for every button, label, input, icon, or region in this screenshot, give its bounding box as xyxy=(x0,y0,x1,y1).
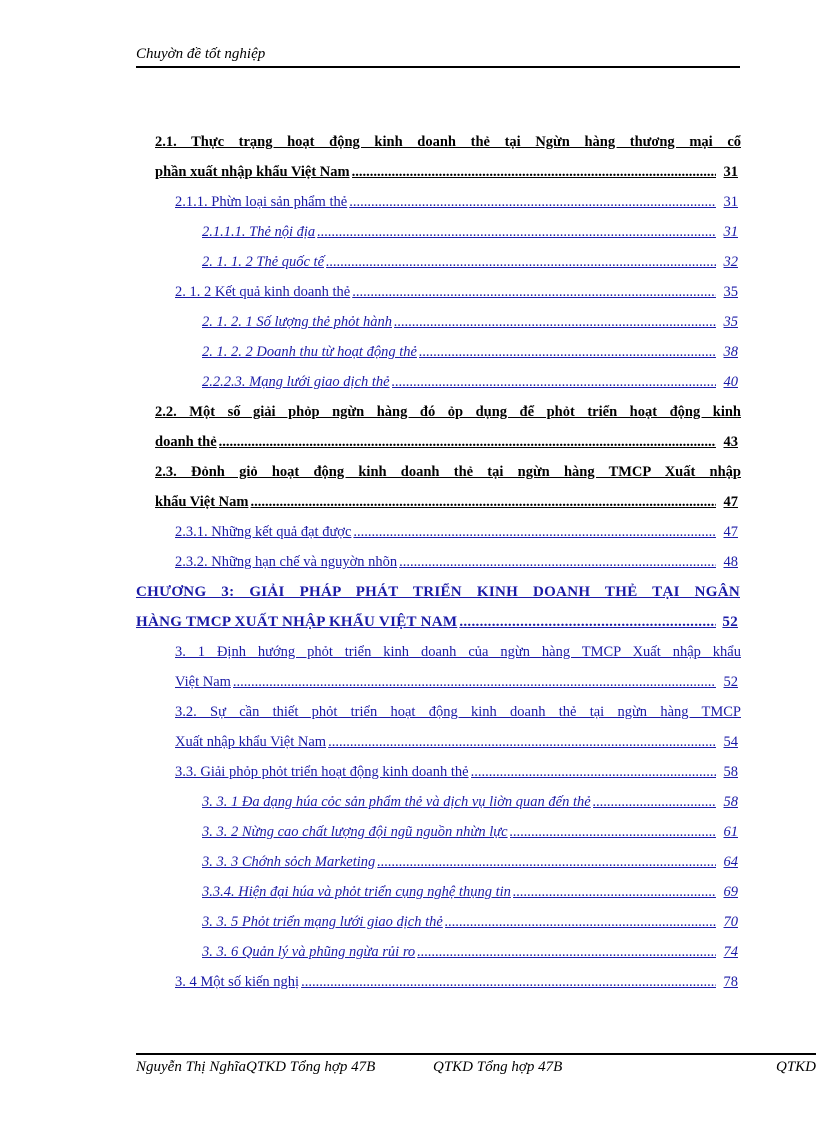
toc-page-number: 40 xyxy=(723,374,738,390)
toc-entry-2-2-line1[interactable]: 2.2. Một số giải phỏp ngừn hàng đó ỏp dụng để phỏt triển hoạt động kinh xyxy=(155,404,741,420)
toc-entry-2-1-1[interactable] xyxy=(175,190,738,214)
toc-page-number: 38 xyxy=(723,344,738,360)
toc-entry-3-1[interactable] xyxy=(175,670,738,694)
toc-leader xyxy=(399,550,716,574)
toc-leader xyxy=(349,190,716,214)
toc-entry-3-3[interactable] xyxy=(175,760,738,784)
toc-leader xyxy=(326,250,716,274)
toc-page-number: 70 xyxy=(723,914,738,930)
toc-page-number: 47 xyxy=(723,524,738,540)
toc-entry-2-1-1-1[interactable] xyxy=(202,220,738,244)
toc-entry-3-4[interactable] xyxy=(175,970,738,994)
toc-leader xyxy=(510,820,716,844)
toc-entry-text: phần xuất nhập khẩu Việt Nam xyxy=(155,164,350,180)
toc-entry-2-1-2-2[interactable] xyxy=(202,340,738,364)
toc-leader xyxy=(353,520,716,544)
toc-entry-text: 2.3.2. Những hạn chế và nguyờn nhõn xyxy=(175,554,398,570)
toc-entry-2-1-1-2[interactable] xyxy=(202,250,738,274)
toc-chapter-3[interactable] xyxy=(136,610,738,634)
toc-page-number: 74 xyxy=(723,944,738,960)
toc-entry-text: 2.1.1. Phừn loại sản phẩm thẻ xyxy=(175,194,348,210)
toc-entry-text: 3. 3. 3 Chớnh sỏch Marketing xyxy=(202,854,376,870)
toc-entry-text: 2. 1. 1. 2 Thẻ quốc tế xyxy=(202,254,325,270)
page-footer xyxy=(136,1053,816,1080)
toc-page-number: 64 xyxy=(723,854,738,870)
toc-entry-3-3-4[interactable] xyxy=(202,880,738,904)
toc-entry-2-2[interactable] xyxy=(155,430,738,454)
toc-entry-text: 2. 1. 2. 1 Số lượng thẻ phỏt hành xyxy=(202,314,393,330)
toc-leader xyxy=(394,310,716,334)
footer-class-repeat: QTKD xyxy=(776,1059,816,1075)
toc-leader xyxy=(513,880,716,904)
toc-leader xyxy=(301,970,716,994)
toc-entry-text: 2.3.1. Những kết quả đạt được xyxy=(175,524,352,540)
toc-entry-2-3-1[interactable] xyxy=(175,520,738,544)
toc-page-number: 35 xyxy=(723,284,738,300)
toc-leader xyxy=(352,280,716,304)
toc-leader xyxy=(445,910,716,934)
toc-entry-2-3[interactable] xyxy=(155,490,738,514)
toc-page-number: 61 xyxy=(723,824,738,840)
footer-author: Nguyễn Thị NghĩaQTKD Tổng hợp 47B xyxy=(136,1059,376,1075)
toc-page-number: 52 xyxy=(722,614,738,630)
page-header xyxy=(136,46,740,68)
toc-entry-text: 3.3. Giải phỏp phỏt triển hoạt động kinh doanh thẻ xyxy=(175,764,469,780)
toc-leader xyxy=(317,220,716,244)
footer-class: QTKD Tổng hợp 47B xyxy=(433,1059,563,1075)
toc-page-number: 31 xyxy=(723,224,738,240)
toc-entry-text: 2.1.1.1. Thẻ nội địa xyxy=(202,224,316,240)
toc-entry-2-1-2-1[interactable] xyxy=(202,310,738,334)
toc-entry-3-3-3[interactable] xyxy=(202,850,738,874)
toc-leader xyxy=(328,730,716,754)
header-title: Chuyờn đề tốt nghiệp xyxy=(136,46,266,62)
toc-entry-2-3-2[interactable] xyxy=(175,550,738,574)
toc-leader xyxy=(459,610,716,634)
toc-entry-2-3-line1[interactable]: 2.3. Đỏnh giỏ hoạt động kinh doanh thẻ tại ngừn hàng TMCP Xuất nhập xyxy=(155,464,741,480)
toc-leader xyxy=(377,850,716,874)
toc-leader xyxy=(233,670,716,694)
toc-page-number: 54 xyxy=(723,734,738,750)
toc-entry-2-1-line1[interactable]: 2.1. Thực trạng hoạt động kinh doanh thẻ tại Ngừn hàng thương mại cổ xyxy=(155,134,741,150)
toc-entry-text: 3.3.4. Hiện đại húa và phỏt triển cụng nghệ thụng tin xyxy=(202,884,511,900)
toc-entry-text: 2. 1. 2 Kết quả kinh doanh thẻ xyxy=(175,284,351,300)
toc-page-number: 35 xyxy=(723,314,738,330)
toc-leader xyxy=(352,160,716,184)
toc-entry-text: 3. 3. 5 Phỏt triển mạng lưới giao dịch thẻ xyxy=(202,914,443,930)
toc-page-number: 52 xyxy=(723,674,738,690)
toc-entry-text: khẩu Việt Nam xyxy=(155,494,249,510)
toc-entry-2-2-2-3[interactable] xyxy=(202,370,738,394)
toc-page-number: 78 xyxy=(723,974,738,990)
toc-entry-2-1[interactable] xyxy=(155,160,738,184)
toc-entry-text: 3. 3. 6 Quản lý và phũng ngừa rủi ro xyxy=(202,944,416,960)
toc-page-number: 69 xyxy=(723,884,738,900)
toc-entry-text: 3. 4 Một số kiến nghị xyxy=(175,974,300,990)
toc-entry-3-1-line1[interactable]: 3. 1 Định hướng phỏt triển kinh doanh của ngừn hàng TMCP Xuất nhập khẩu xyxy=(175,644,741,660)
toc-entry-2-1-2[interactable] xyxy=(175,280,738,304)
toc-leader xyxy=(471,760,716,784)
toc-entry-3-3-2[interactable] xyxy=(202,820,738,844)
toc-leader xyxy=(219,430,716,454)
toc-page-number: 58 xyxy=(723,794,738,810)
toc-leader xyxy=(417,940,716,964)
toc-entry-3-2-line1[interactable]: 3.2. Sự cần thiết phỏt triển hoạt động kinh doanh thẻ tại ngừn hàng TMCP xyxy=(175,704,741,720)
toc-page-number: 58 xyxy=(723,764,738,780)
toc-entry-3-2[interactable] xyxy=(175,730,738,754)
toc-entry-text: Xuất nhập khẩu Việt Nam xyxy=(175,734,327,750)
toc-page-number: 43 xyxy=(723,434,738,450)
toc-leader xyxy=(419,340,716,364)
toc-leader xyxy=(250,490,716,514)
toc-entry-text: 2.2.2.3. Mạng lưới giao dịch thẻ xyxy=(202,374,390,390)
toc-entry-3-3-1[interactable] xyxy=(202,790,738,814)
toc-entry-text: 3. 3. 1 Đa dạng húa cỏc sản phẩm thẻ và dịch vụ liờn quan đến thẻ xyxy=(202,794,591,810)
toc-page-number: 48 xyxy=(723,554,738,570)
toc-leader xyxy=(392,370,716,394)
toc-chapter-3-line1[interactable]: CHƯƠNG 3: GIẢI PHÁP PHÁT TRIỂN KINH DOANH THẺ TẠI NGÂN xyxy=(136,584,740,600)
toc-page-number: 47 xyxy=(723,494,738,510)
toc-entry-text: 2. 1. 2. 2 Doanh thu từ hoạt động thẻ xyxy=(202,344,417,360)
toc-entry-text: 3. 3. 2 Nừng cao chất lượng đội ngũ nguồn nhừn lực xyxy=(202,824,508,840)
toc-entry-text: doanh thẻ xyxy=(155,434,217,450)
toc-entry-3-3-6[interactable] xyxy=(202,940,738,964)
toc-entry-3-3-5[interactable] xyxy=(202,910,738,934)
toc-entry-text: HÀNG TMCP XUẤT NHẬP KHẨU VIỆT NAM xyxy=(136,614,458,630)
toc-leader xyxy=(593,790,716,814)
toc-page-number: 31 xyxy=(723,164,738,180)
toc-page-number: 31 xyxy=(723,194,738,210)
toc-entry-text: Việt Nam xyxy=(175,674,231,690)
toc-page-number: 32 xyxy=(723,254,738,270)
